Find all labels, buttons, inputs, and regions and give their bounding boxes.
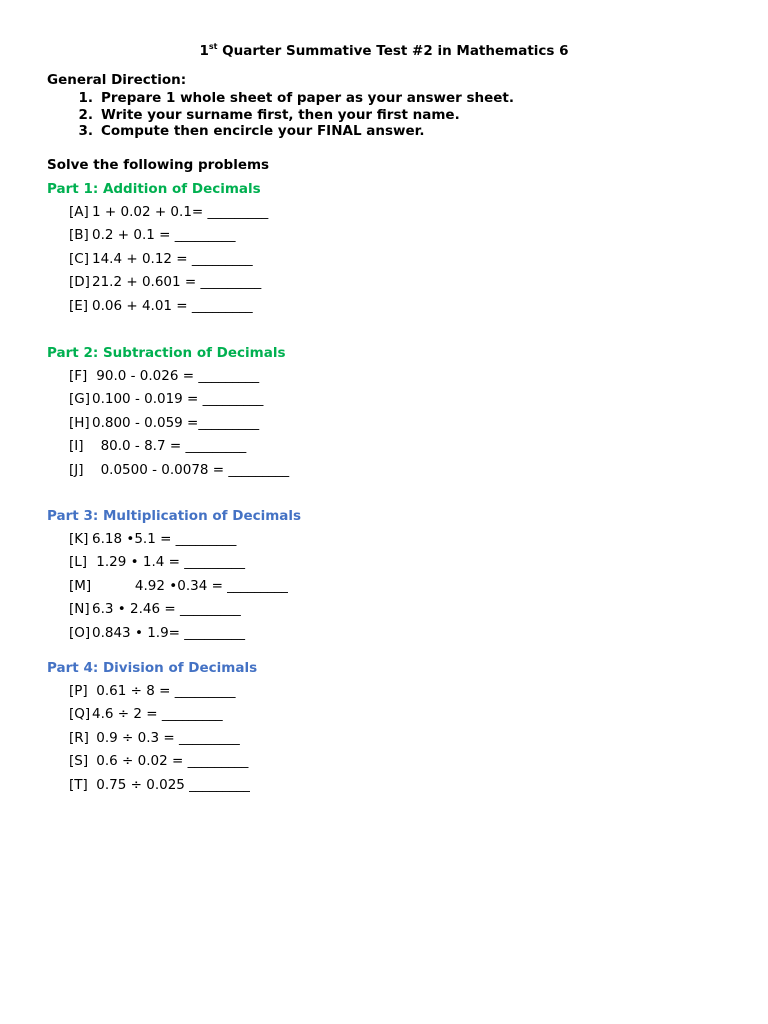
direction-item xyxy=(47,123,514,140)
solve-heading: Solve the following problems xyxy=(47,157,270,173)
part-4-heading: Part 4: Division of Decimals xyxy=(47,660,258,676)
problem-item xyxy=(69,601,288,624)
problem-text: 0.75 ÷ 0.025 _________ xyxy=(92,776,250,793)
problem-letter: [H] xyxy=(69,414,90,431)
problem-text: 4.92 •0.34 = _________ xyxy=(92,577,288,594)
problem-text: 80.0 - 8.7 = _________ xyxy=(92,438,247,455)
part-3-items xyxy=(69,531,288,648)
part-3-heading: Part 3: Multiplication of Decimals xyxy=(47,508,302,524)
part-2-items xyxy=(69,368,289,485)
general-direction-heading: General Direction: xyxy=(47,72,187,88)
problem-item xyxy=(69,683,250,706)
problem-item xyxy=(69,251,268,274)
problem-letter: [G] xyxy=(69,391,90,408)
problem-text: 0.61 ÷ 8 = _________ xyxy=(92,683,236,699)
problem-item xyxy=(69,391,289,414)
problem-letter: [F] xyxy=(69,368,88,384)
problem-letter: [D] xyxy=(69,274,90,291)
problem-letter: [E] xyxy=(69,297,89,314)
part-4-items xyxy=(69,683,250,800)
problem-item xyxy=(69,298,268,321)
problem-text: 6.3 • 2.46 = _________ xyxy=(92,601,241,618)
problem-item xyxy=(69,462,289,485)
problem-item xyxy=(69,204,268,227)
problem-letter: [M] xyxy=(69,577,92,594)
part-1-heading: Part 1: Addition of Decimals xyxy=(47,181,261,197)
problem-item xyxy=(69,438,289,461)
problem-item xyxy=(69,554,288,577)
problem-letter: [B] xyxy=(69,227,89,244)
problem-item xyxy=(69,368,289,391)
direction-text: Prepare 1 whole sheet of paper as your answer sheet. xyxy=(101,90,515,106)
problem-text: 0.800 - 0.059 =_________ xyxy=(92,414,260,431)
problem-letter: [I] xyxy=(69,438,84,455)
page-title xyxy=(0,42,768,59)
problem-letter: [T] xyxy=(69,776,88,793)
direction-item xyxy=(47,90,514,107)
direction-number: 1. xyxy=(78,90,93,106)
title-rest: Quarter Summative Test #2 in Mathematics 6 xyxy=(217,43,569,59)
problem-item xyxy=(69,706,250,729)
part-2-heading: Part 2: Subtraction of Decimals xyxy=(47,345,286,361)
problem-letter: [L] xyxy=(69,554,88,571)
problem-text: 6.18 •5.1 = _________ xyxy=(92,531,237,547)
direction-text: Write your surname first, then your first name. xyxy=(101,106,460,123)
direction-text: Compute then encircle your FINAL answer. xyxy=(101,123,425,139)
problem-item xyxy=(69,753,250,776)
problem-text: 0.0500 - 0.0078 = _________ xyxy=(92,461,290,478)
problem-item xyxy=(69,274,268,297)
problem-text: 0.9 ÷ 0.3 = _________ xyxy=(92,729,240,746)
problem-item xyxy=(69,415,289,438)
problem-letter: [A] xyxy=(69,204,89,220)
problem-text: 1.29 • 1.4 = _________ xyxy=(92,554,246,571)
problem-item xyxy=(69,578,288,601)
problem-letter: [O] xyxy=(69,624,91,641)
problem-text: 90.0 - 0.026 = _________ xyxy=(92,368,260,384)
direction-number: 2. xyxy=(78,106,93,123)
problem-letter: [K] xyxy=(69,531,89,547)
problem-text: 1 + 0.02 + 0.1= _________ xyxy=(92,204,269,220)
problem-text: 0.2 + 0.1 = _________ xyxy=(92,227,236,244)
problem-letter: [J] xyxy=(69,461,84,478)
problem-text: 0.06 + 4.01 = _________ xyxy=(92,297,253,314)
problem-item xyxy=(69,531,288,554)
direction-item xyxy=(47,107,514,124)
direction-number: 3. xyxy=(78,123,93,139)
title-superscript: st xyxy=(208,42,218,51)
problem-letter: [C] xyxy=(69,250,89,267)
title-prefix: 1 xyxy=(199,43,209,59)
direction-list xyxy=(47,90,514,140)
problem-item xyxy=(69,227,268,250)
problem-letter: [S] xyxy=(69,753,89,770)
problem-item xyxy=(69,625,288,648)
problem-item xyxy=(69,730,250,753)
problem-letter: [N] xyxy=(69,601,90,618)
problem-text: 0.6 ÷ 0.02 = _________ xyxy=(92,753,249,770)
problem-text: 14.4 + 0.12 = _________ xyxy=(92,250,253,267)
problem-text: 4.6 ÷ 2 = _________ xyxy=(92,706,223,723)
problem-letter: [P] xyxy=(69,683,88,699)
problem-text: 0.843 • 1.9= _________ xyxy=(92,624,246,641)
problem-text: 21.2 + 0.601 = _________ xyxy=(92,274,262,291)
part-1-items xyxy=(69,204,268,321)
problem-letter: [Q] xyxy=(69,706,91,723)
problem-text: 0.100 - 0.019 = _________ xyxy=(92,391,264,408)
problem-item xyxy=(69,777,250,800)
problem-letter: [R] xyxy=(69,729,89,746)
